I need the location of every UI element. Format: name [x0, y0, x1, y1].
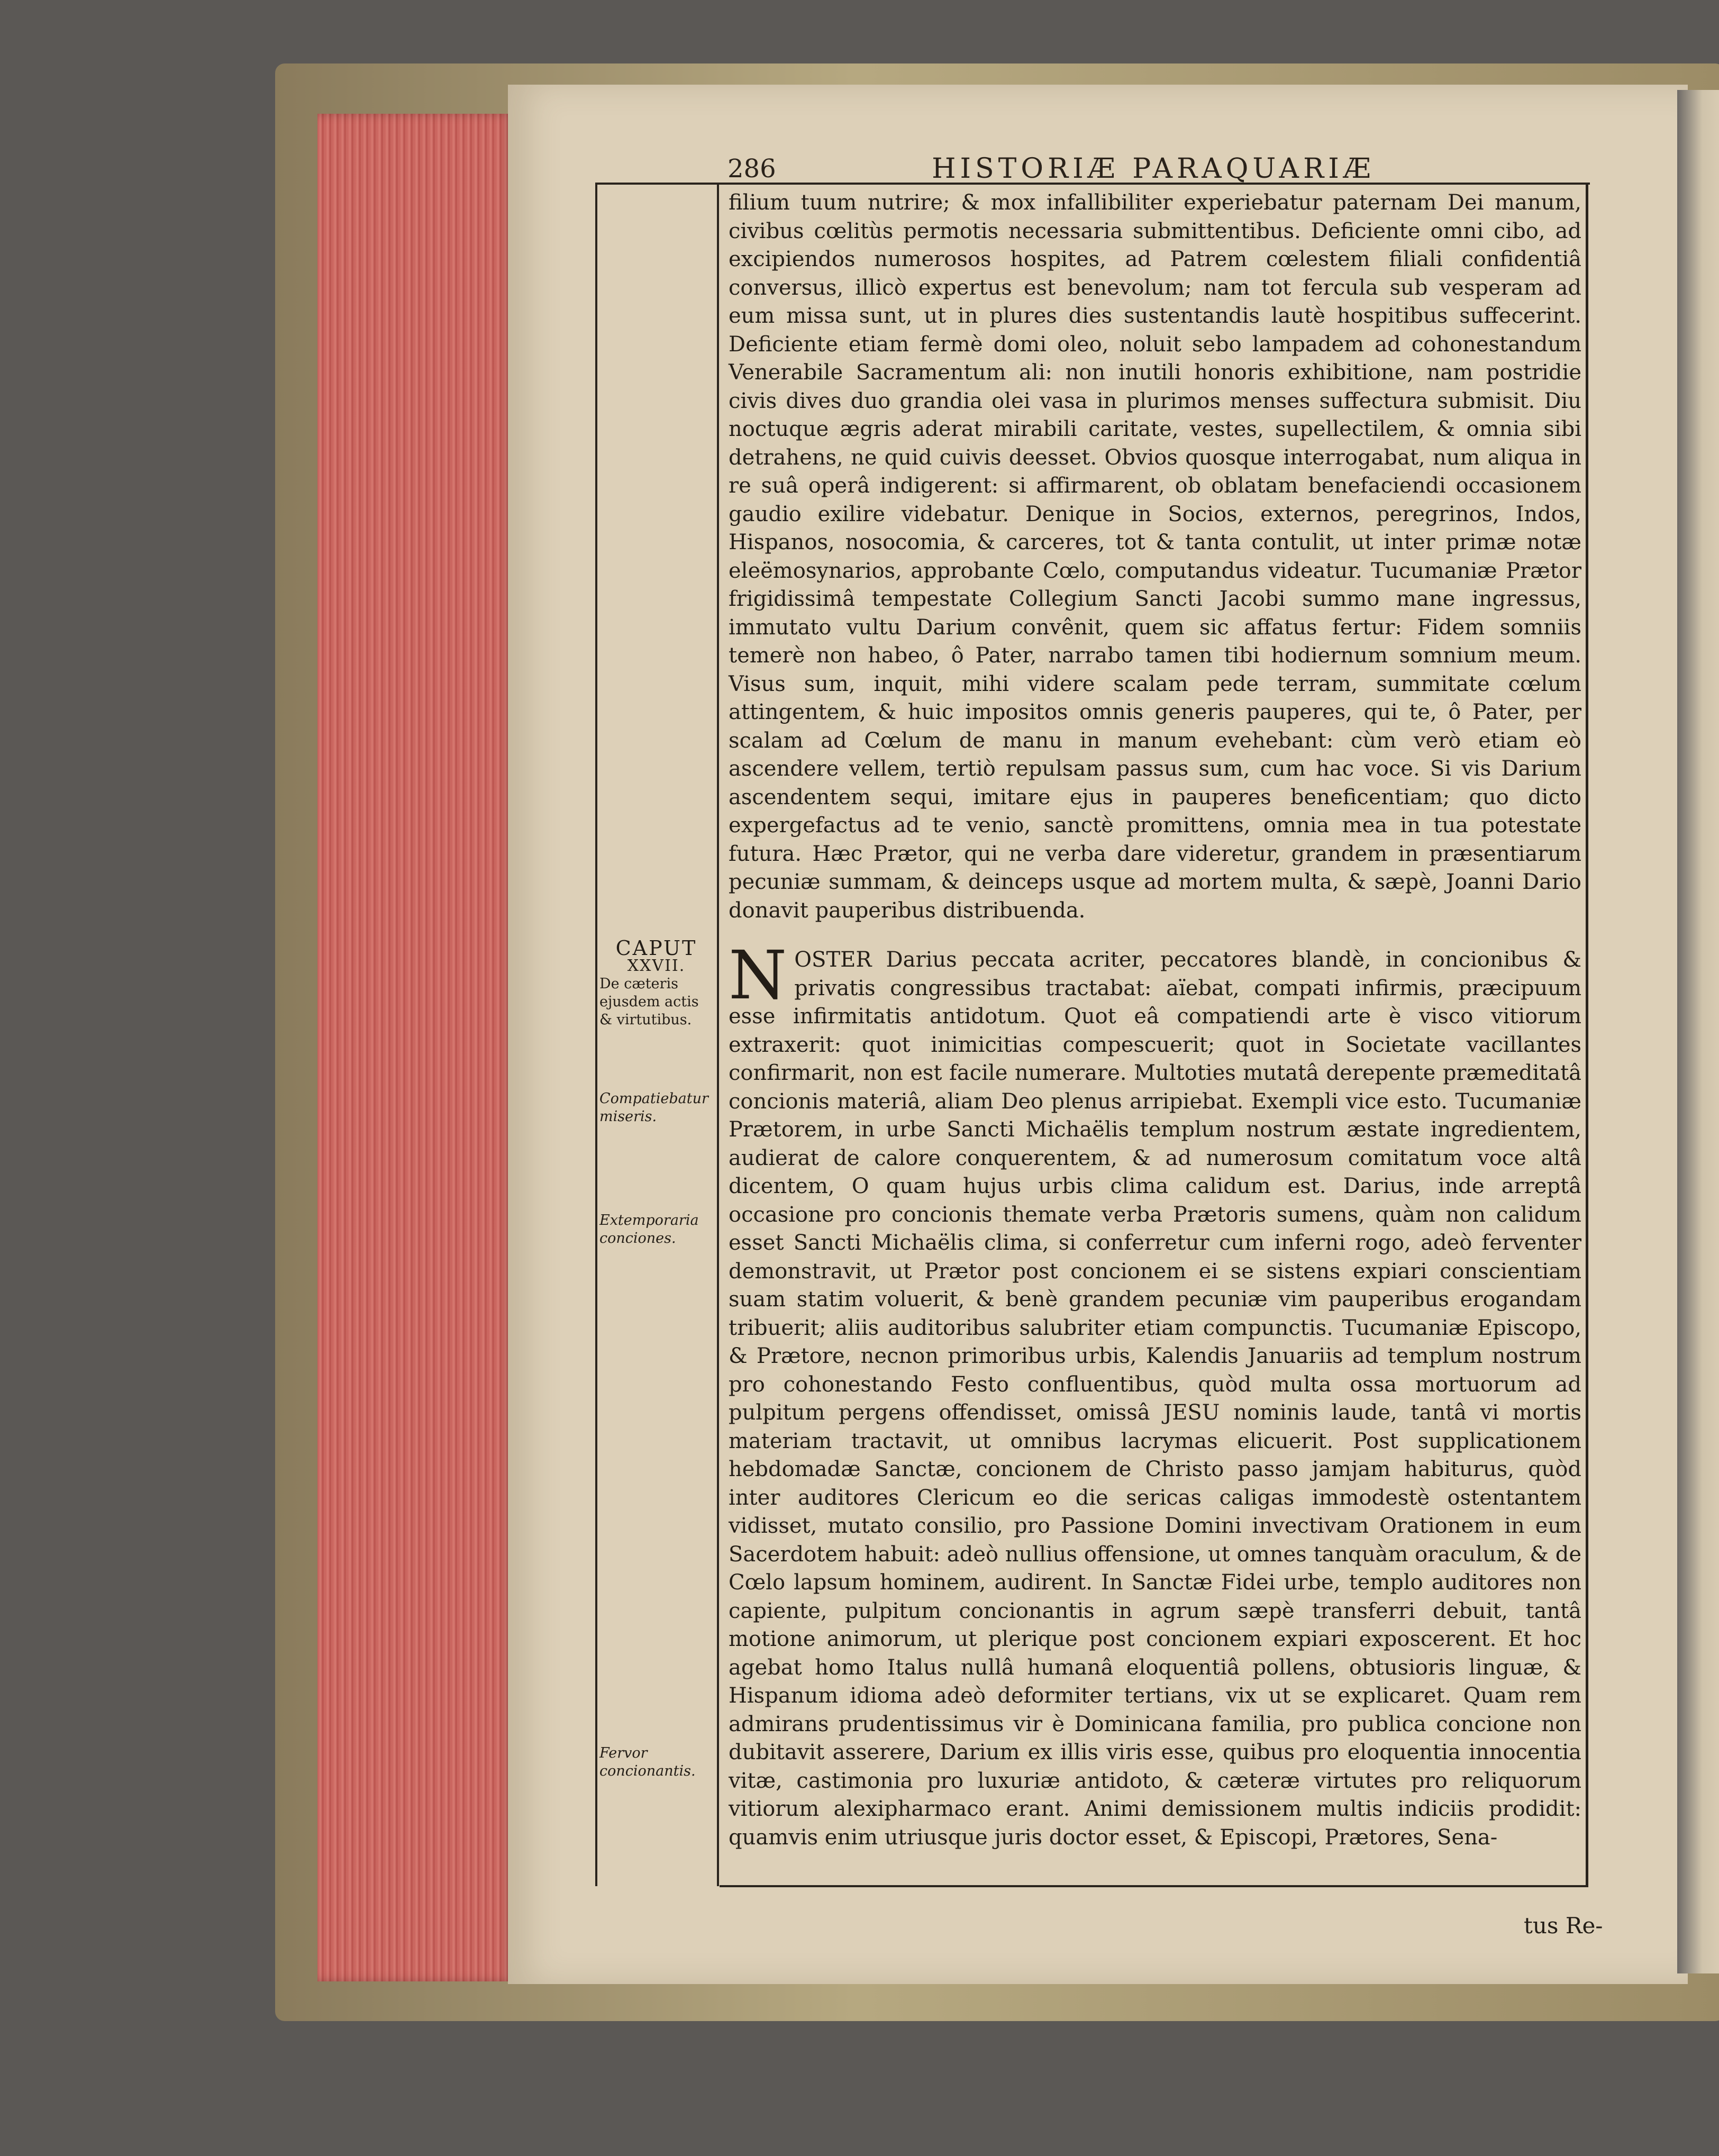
body-text	[729, 189, 1581, 1852]
margin-note: Compatiebatur miseris.	[599, 1090, 708, 1125]
facing-page-edge	[1677, 90, 1719, 1973]
page-header	[717, 153, 1590, 185]
bottom-rule	[720, 1885, 1588, 1887]
page-edges	[317, 114, 513, 1981]
margin-rule	[717, 183, 719, 1886]
paragraph	[729, 936, 1581, 1852]
paragraph-text: OSTER Darius peccata acriter, peccatores blandè, in concionibus & privatis congressibus tractabat: aïebat, compati infirmis, præcipuum esse infirmitatis antidotum. Quot eâ compatiendi arte è visco vitiorum extraxerit: quot inimicitias compescuerit; quot in Societate vacillantes confirmarit, non est facile numerare. Multoties mutatâ derepente præmeditatâ concionis materiâ, aliam Deo plenus arripiebat. Exempli vice esto. Tucumaniæ Prætorem, in urbe Sancti Michaëlis templum nostrum æstate ingredientem, audierat de calore conquerentem, & ad numerosum comitatum voce altâ dicentem, O quam hujus urbis clima calidum est. Darius, inde arreptâ occasione pro concionis themate verba Prætoris sumens, quàm non calidum esset Sancti Michaëlis clima, si conferretur cum inferni rogo, adeò ferventer demonstravit, ut Prætor post concionem ei se sistens expiari conscientiam suam statim voluerit, & benè grandem pecuniæ vim pauperibus erogandam tribuerit; aliis auditoribus salubriter etiam compunctis. Tucumaniæ Episcopo, & Prætore, necnon primoribus urbis, Kalendis Januariis ad templum nostrum pro cohonestando Festo confluentibus, quòd multa ossa mortuorum ad pulpitum pergens offendisset, omissâ JESU nominis laude, tantâ vi mortis materiam tractavit, ut omnibus lacrymas elicuerit. Post supplicationem hebdomadæ Sanctæ, concionem de Christo passo jamjam habiturus, quòd inter auditores Clericum eo die sericas caligas immodestè ostentantem vidisset, mutato consilio, pro Passione Domini invectivam Orationem in eum Sacerdotem habuit: adeò nullius offensione, ut omnes tanquàm oraculum, & de Cœlo lapsum hominem, audirent. In Sanctæ Fidei urbe, templo auditores non capiente, pulpitum concionantis in agrum sæpè transferri debuit, tantâ motione animorum, ut plerique post concionem expiari exposcerent. Et hoc agebat homo Italus nullâ humanâ eloquentiâ pollens, obtusioris linguæ, & Hispanum idioma adeò deformiter tertians, vix ut se explicaret. Quam rem admirans prudentissimus vir è Dominicana familia, pro publica concione non dubitavit asserere, Darium ex illis viris esse, quibus pro eloquentia innocentia vitæ, castimonia pro luxuriæ antidoto, & cæteræ virtutes pro reliquorum vitiorum alexipharmaco erant. Animi demissionem multis indiciis prodidit: quamvis enim utriusque juris doctor esset, & Episcopi, Prætores, Sena-	[729, 948, 1581, 1850]
running-title: HISTORIÆ PARAQUARIÆ	[932, 153, 1375, 185]
margin-note: Extemporaria conciones.	[599, 1212, 699, 1247]
catchword: tus Re-	[1524, 1913, 1603, 1939]
paragraph: filium tuum nutrire; & mox infallibiliter experiebatur paternam Dei manum, civibus cœlitùs permotis necessaria submittentibus. Deficiente omni cibo, ad excipiendos numerosos hospites, ad Patrem cœlestem filiali confidentiâ conversus, illicò expertus est benevolum; nam tot fercula sub vesperam ad eum missa sunt, ut in plures dies sustentandis lautè hospitibus suffecerint. Deficiente etiam fermè domi oleo, noluit sebo lampadem ad cohonestandum Venerabile Sacramentum ali: non inutili honoris exhibitione, nam postridie civis dives duo grandia olei vasa in plurimos menses suffectura submisit. Diu noctuque ægris aderat mirabili caritate, vestes, supellectilem, & omnia sibi detrahens, ne quid cuivis deesset. Obvios quosque interrogabat, num aliqua in re suâ operâ indigerent: si affirmarent, ob oblatam benefaciendi occasionem gaudio exilire videbatur. Denique in Socios, externos, peregrinos, Indos, Hispanos, nosocomia, & carceres, tot & tanta contulit, ut inter primæ notæ eleëmosynarios, approbante Cœlo, computandus videatur. Tucumaniæ Prætor frigidissimâ tempestate Collegium Sancti Jacobi summo mane ingressus, immutato vultu Darium convênit, quem sic affatus fertur: Fidem somniis temerè non habeo, ô Pater, narrabo tamen tibi hodiernum somnium meum. Visus sum, inquit, mihi videre scalam pede terram, summitate cœlum attingentem, & huic impositos omnis generis pauperes, qui te, ô Pater, per scalam ad Cœlum de manu in manum evehebant: cùm verò etiam eò ascendere vellem, tertiò repulsam passus sum, cum hac voce. Si vis Darium ascendentem sequi, imitare ejus in pauperes beneficentiam; quo dicto expergefactus ad te venio, sanctè promittens, omnia mea in tua potestate futura. Hæc Prætor, qui ne verba dare videretur, grandem in præsentiarum pecuniæ summam, & deinceps usque ad mortem multa, & sæpè, Joanni Dario donavit pauperibus distribuenda.	[729, 190, 1581, 923]
text-frame	[595, 153, 1590, 1886]
chapter-number: XXVII.	[627, 957, 686, 975]
right-rule	[1586, 183, 1588, 1886]
chapter-note	[599, 936, 713, 1029]
drop-cap: N	[729, 936, 787, 1014]
chapter-caput: CAPUT	[615, 936, 697, 960]
page-number: 286	[727, 154, 776, 184]
margin-note: Fervor concionantis.	[599, 1745, 696, 1779]
chapter-description: De cæteris ejusdem actis & virtutibus.	[599, 976, 699, 1028]
left-rule	[595, 183, 597, 1886]
